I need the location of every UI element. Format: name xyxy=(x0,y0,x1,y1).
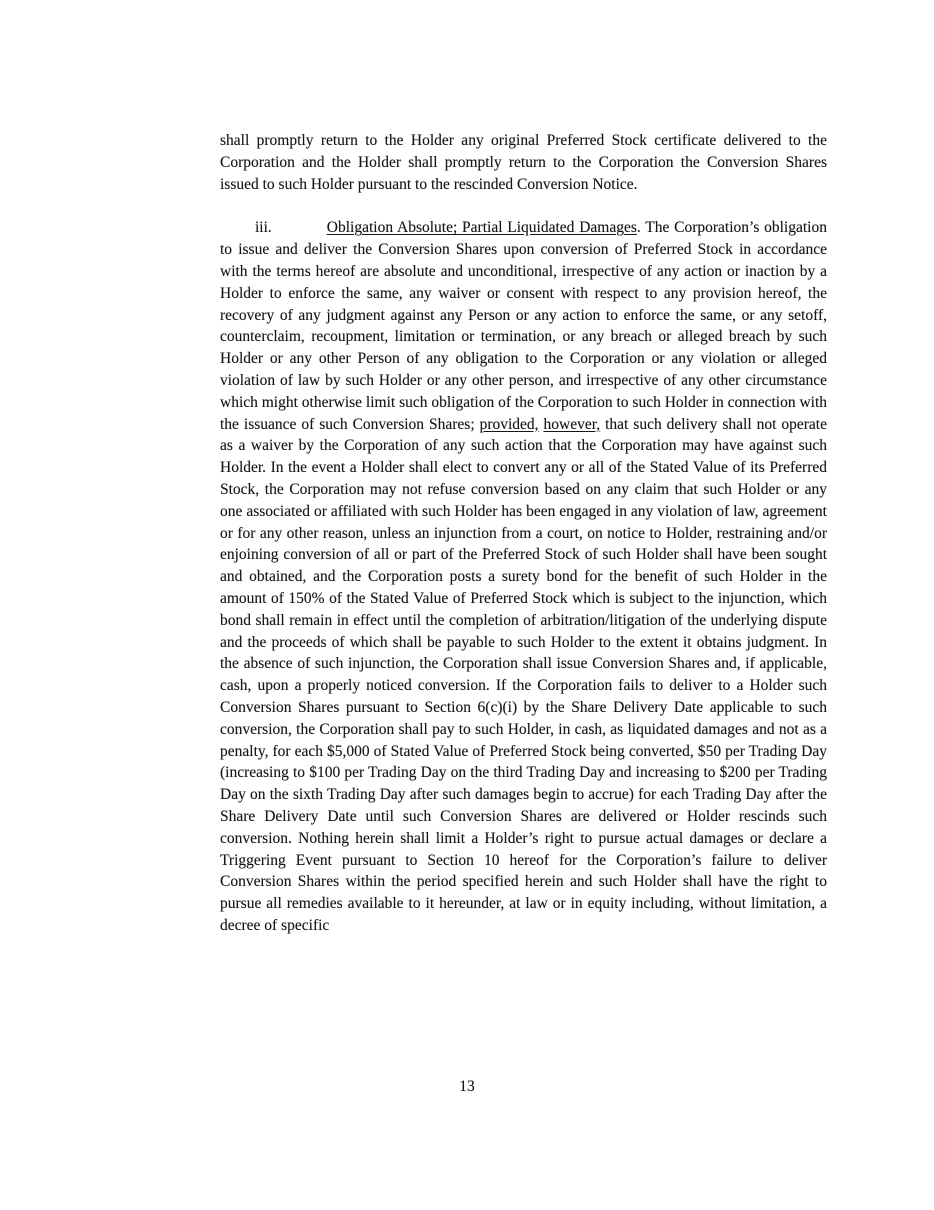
page-number: 13 xyxy=(459,1078,475,1095)
section-heading-underlined: Obligation Absolute; Partial Liquidated Damages xyxy=(326,219,637,237)
underlined-provided: provided, xyxy=(479,415,539,433)
body-text-2: that such delivery shall not operate as a waiver by the Corporation of any such action that the Corporation may have against such Holder. In the event a Holder shall elect to convert any or all of the Stated Value of its Preferred Stock, the Corporation may not refuse conversion based on any claim that such Holder or any one associated or affiliated with such Holder has been engaged in any violation of law, agreement or for any other reason, unless an injunction from a court, on notice to Holder, restraining and/or enjoining conversion of all or part of the Preferred Stock of such Holder shall have been sought and obtained, and the Corporation posts a surety bond for the benefit of such Holder in the amount of 150% of the Stated Value of Preferred Stock which is subject to the injunction, which bond shall remain in effect until the completion of arbitration/litigation of the underlying dispute and the proceeds of which shall be payable to such Holder to the extent it obtains judgment. In the absence of such injunction, the Corporation shall issue Conversion Shares and, if applicable, cash, upon a properly noticed conversion. If the Corporation fails to deliver to a Holder such Conversion Shares pursuant to Section 6(c)(i) by the Share Delivery Date applicable to such conversion, the Corporation shall pay to such Holder, in cash, as liquidated damages and not as a penalty, for each $5,000 of Stated Value of Preferred Stock being converted, $50 per Trading Day (increasing to $100 per Trading Day on the third Trading Day and increasing to $200 per Trading Day on the sixth Trading Day after such damages begin to accrue) for each Trading Day after the Share Delivery Date until such Conversion Shares are delivered or Holder rescinds such conversion. Nothing herein shall limit a Holder’s right to pursue actual damages or declare a Triggering Event pursuant to Section 10 hereof for the Corporation’s failure to deliver Conversion Shares within the period specified herein and such Holder shall have the right to pursue all remedies available to it hereunder, at law or in equity including, without limitation, a decree of specific xyxy=(220,415,827,934)
tab-space xyxy=(272,231,327,232)
paragraph-obligation-absolute xyxy=(220,217,827,936)
underlined-however: however, xyxy=(543,415,601,433)
heading-period: . xyxy=(636,219,646,237)
paragraph-continuation: shall promptly return to the Holder any original Preferred Stock certificate delivered to the Corporation and the Holder shall promptly return to the Corporation the Conversion Shares issued to such Holder pursuant to the rescinded Conversion Notice. xyxy=(220,132,827,193)
list-marker-iii: iii. xyxy=(255,219,272,237)
page-content xyxy=(220,130,827,937)
body-text-1: The Corporation’s obligation to issue and deliver the Conversion Shares upon conversion of Preferred Stock in accordance with the terms hereof are absolute and unconditional, irrespective of any action or inaction by a Holder to enforce the same, any waiver or consent with respect to any provision hereof, the recovery of any judgment against any Person or any action to enforce the same, or any setoff, counterclaim, recoupment, limitation or termination, or any breach or alleged breach by such Holder or any other Person of any obligation to the Corporation or any violation or alleged violation of law by such Holder or any other person, and irrespective of any other circumstance which might otherwise limit such obligation of the Corporation to such Holder in connection with the issuance of such Conversion Shares; xyxy=(220,219,827,433)
